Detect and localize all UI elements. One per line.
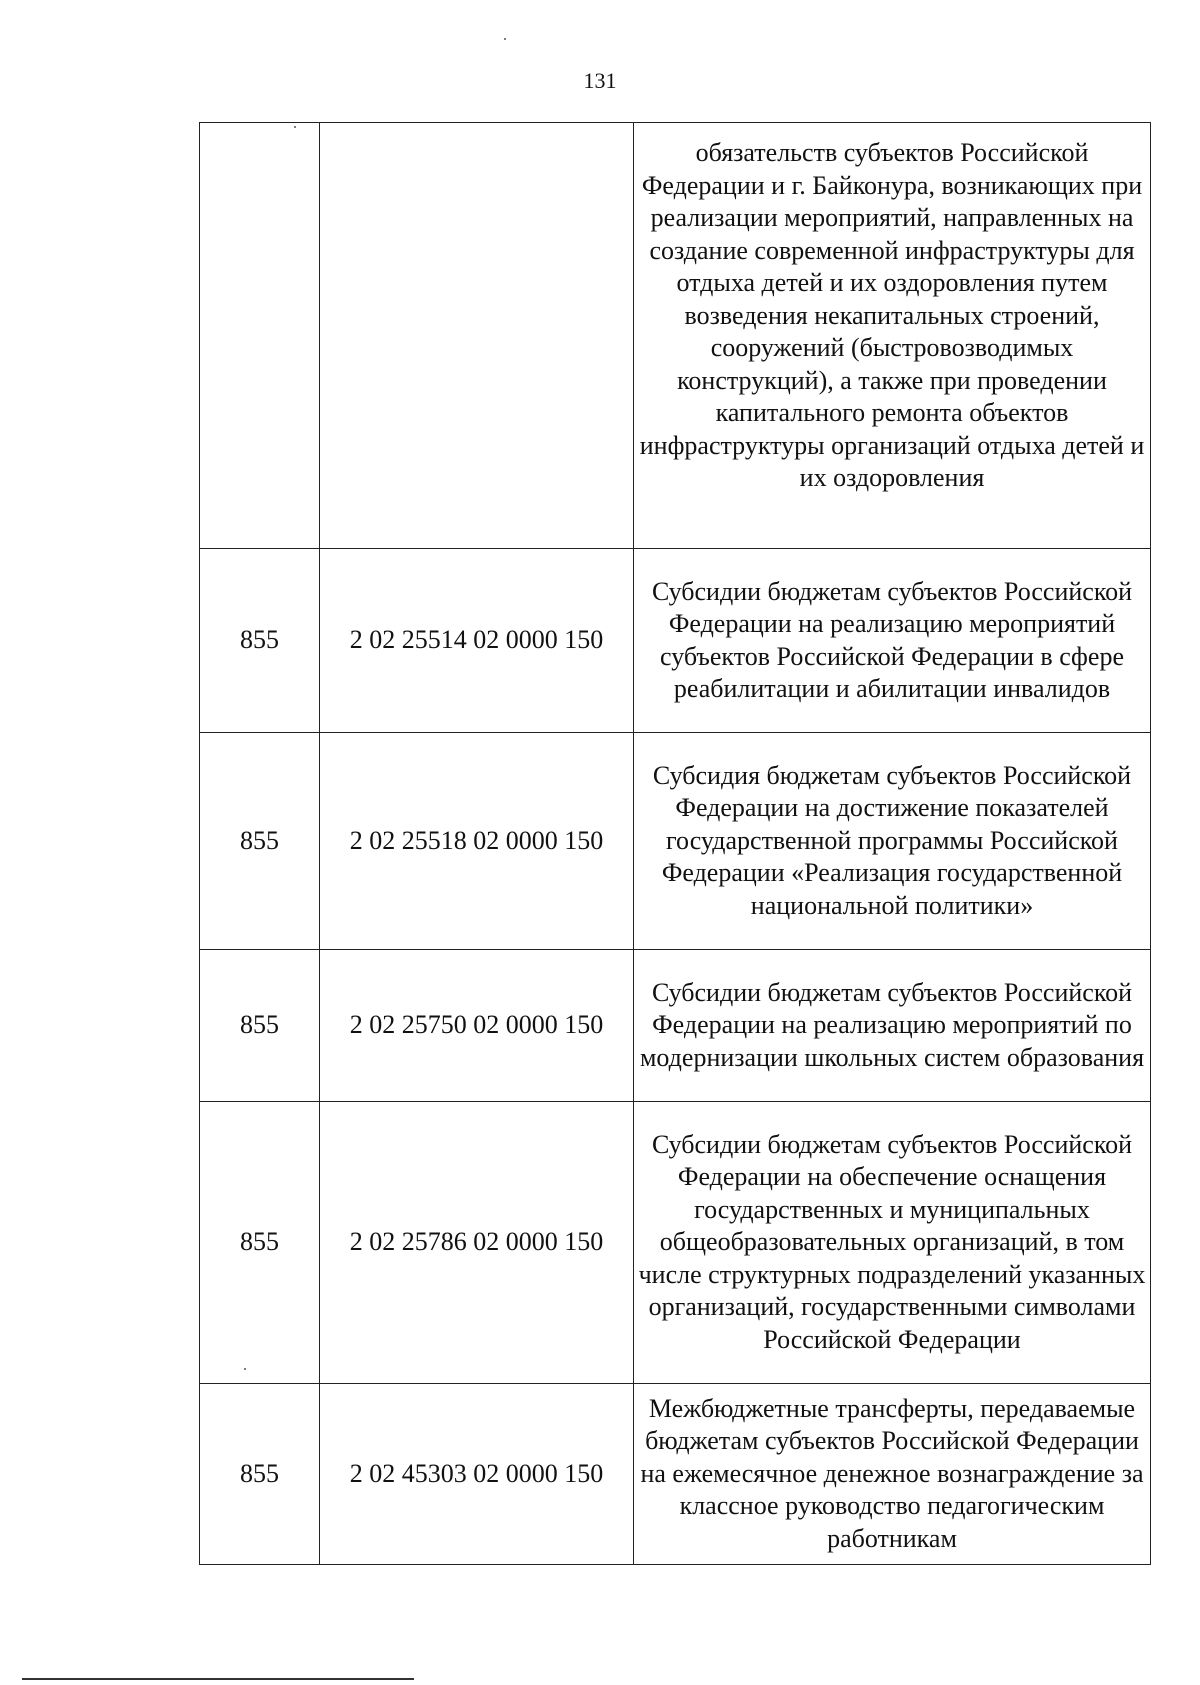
page-bottom-rule bbox=[22, 1678, 414, 1680]
income-name-text: Субсидия бюджетам субъектов Российской Федерации на достижение показателей государственной программы Российской Федерации «Реализация государственной национальной политики» bbox=[652, 760, 1132, 920]
table-row bbox=[200, 950, 1151, 1102]
table-row bbox=[200, 1102, 1151, 1384]
income-name-cell bbox=[634, 123, 1151, 549]
admin-code-cell: 855 bbox=[200, 549, 320, 733]
table-row bbox=[200, 1384, 1151, 1565]
budget-code-cell: 2 02 25514 02 0000 150 bbox=[320, 549, 634, 733]
table-row bbox=[200, 733, 1151, 950]
budget-code-cell: 2 02 25518 02 0000 150 bbox=[320, 733, 634, 950]
income-name-cell bbox=[634, 1102, 1151, 1384]
page-number: 131 bbox=[583, 68, 617, 93]
income-name-cell bbox=[634, 1384, 1151, 1565]
budget-code-cell bbox=[320, 123, 634, 549]
budget-code-cell: 2 02 25750 02 0000 150 bbox=[320, 950, 634, 1102]
admin-code-cell: 855 bbox=[200, 1384, 320, 1565]
budget-codes-table bbox=[199, 122, 1151, 1565]
admin-code-cell: 855 bbox=[200, 1102, 320, 1384]
income-name-cell bbox=[634, 549, 1151, 733]
income-name-text: Субсидии бюджетам субъектов Российской Федерации на обеспечение оснащения государственных и муниципальных общеобразовательных организаций, в том числе структурных подразделений указанных организаций, государственными символами Российской Федерации bbox=[638, 1129, 1146, 1354]
budget-code-cell: 2 02 25786 02 0000 150 bbox=[320, 1102, 634, 1384]
income-name-cell bbox=[634, 733, 1151, 950]
scan-speck bbox=[504, 38, 506, 40]
income-name-text: Межбюджетные трансферты, передаваемые бюджетам субъектов Российской Федерации на ежемесячное денежное вознаграждение за классное руководство педагогическим работникам bbox=[640, 1393, 1144, 1553]
admin-code-cell: 855 bbox=[200, 950, 320, 1102]
income-name-text: Субсидии бюджетам субъектов Российской Федерации на реализацию мероприятий субъектов Российской Федерации в сфере реабилитации и абилитации инвалидов bbox=[651, 576, 1133, 703]
admin-code-cell: 855 bbox=[200, 733, 320, 950]
income-name-text: Субсидии бюджетам субъектов Российской Федерации на реализацию мероприятий по модернизации школьных систем образования bbox=[639, 977, 1145, 1072]
income-name-text: обязательств субъектов Российской Федерации и г. Байконура, возникающих при реализации мероприятий, направленных на создание современной инфраструктуры для отдыха детей и их оздоровления путем возведения некапитальных строений, сооружений (быстровозводимых конструкций), а также при проведении капитального ремонта объектов инфраструктуры организаций отдыха детей и их оздоровления bbox=[639, 138, 1145, 492]
admin-code-cell bbox=[200, 123, 320, 549]
table-row bbox=[200, 123, 1151, 549]
table-row bbox=[200, 549, 1151, 733]
income-name-cell bbox=[634, 950, 1151, 1102]
budget-code-cell: 2 02 45303 02 0000 150 bbox=[320, 1384, 634, 1565]
